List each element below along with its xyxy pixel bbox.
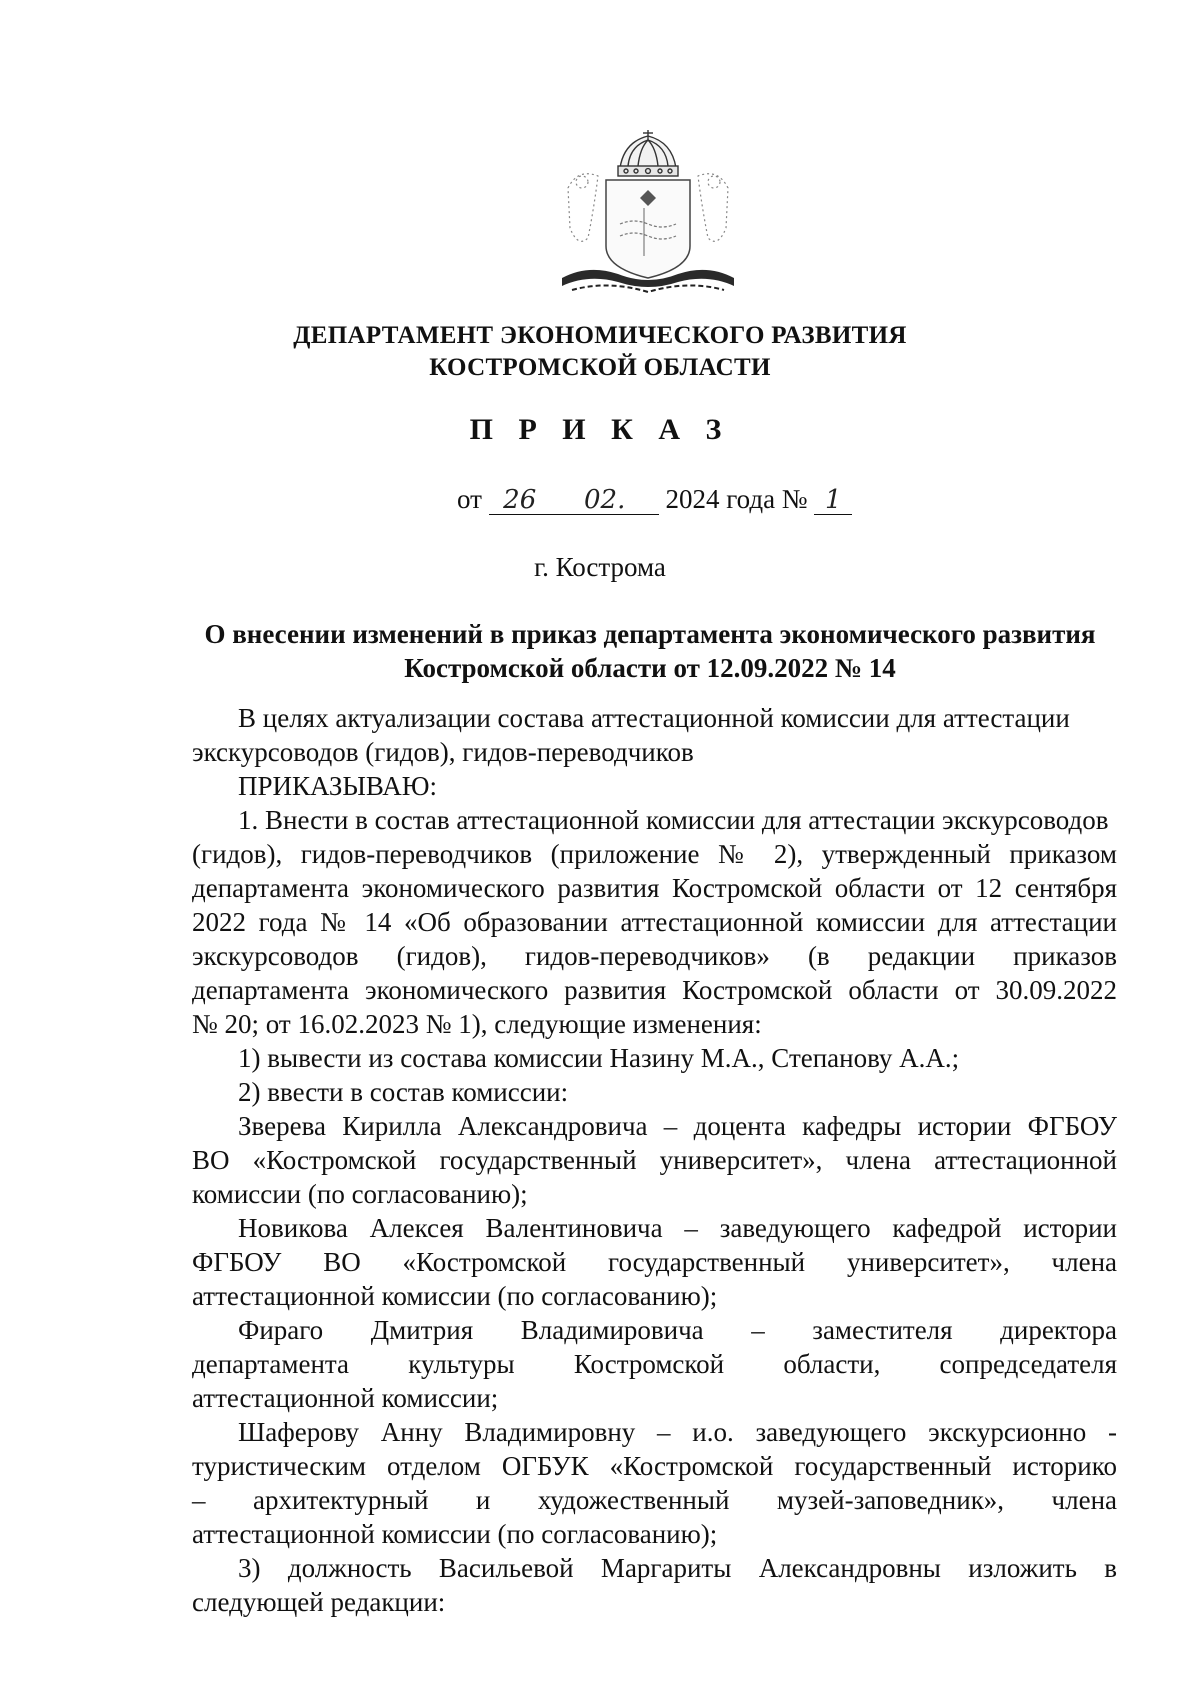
body-line: департамента культуры Костромской области, сопредседателя bbox=[192, 1349, 1117, 1379]
body-line: Шаферову Анну Владимировну – и.о. заведующего экскурсионно - bbox=[238, 1417, 1117, 1447]
body-line: (гидов), гидов-переводчиков (приложение № 2), утвержденный приказом bbox=[192, 839, 1117, 869]
body-line: 3) должность Васильевой Маргариты Александровны изложить в bbox=[238, 1553, 1117, 1583]
body-line: комиссии (по согласованию); bbox=[192, 1179, 528, 1209]
body-line: 1) вывести из состава комиссии Назину М.А., Степанову А.А.; bbox=[238, 1043, 960, 1073]
body-line: Фираго Дмитрия Владимировича – заместителя директора bbox=[238, 1315, 1117, 1345]
body-line: аттестационной комиссии; bbox=[192, 1383, 499, 1413]
body-line: 1. Внести в состав аттестационной комиссии для аттестации экскурсоводов bbox=[238, 805, 1109, 835]
department-name-line1: ДЕПАРТАМЕНТ ЭКОНОМИЧЕСКОГО РАЗВИТИЯ bbox=[293, 322, 907, 349]
department-name-line2: КОСТРОМСКОЙ ОБЛАСТИ bbox=[429, 354, 771, 381]
date-year-text: 2024 года № bbox=[665, 484, 808, 514]
body-line: 2022 года № 14 «Об образовании аттестационной комиссии для аттестации bbox=[192, 907, 1117, 937]
order-title: П Р И К А З bbox=[469, 413, 731, 446]
date-month-handwritten: 02. bbox=[551, 484, 659, 515]
date-prefix: от bbox=[457, 484, 482, 514]
body-line: департамента экономического развития Костромской области от 12 сентября bbox=[192, 873, 1117, 903]
body-line: следующей редакции: bbox=[192, 1587, 446, 1617]
body-line: аттестационной комиссии (по согласованию); bbox=[192, 1519, 718, 1549]
city-name: г. Кострома bbox=[534, 552, 666, 582]
body-line: Новикова Алексея Валентиновича – заведующего кафедрой истории bbox=[238, 1213, 1117, 1243]
date-day-handwritten: 26 bbox=[489, 484, 551, 515]
body-line: 2) ввести в состав комиссии: bbox=[238, 1077, 569, 1107]
body-line: экскурсоводов (гидов), гидов-переводчиков bbox=[192, 737, 694, 767]
body-line: ФГБОУ ВО «Костромской государственный университет», члена bbox=[192, 1247, 1117, 1277]
body-line: Зверева Кирилла Александровича – доцента кафедры истории ФГБОУ bbox=[238, 1111, 1117, 1141]
order-number-handwritten: 1 bbox=[814, 484, 852, 515]
body-line: департамента экономического развития Костромской области от 30.09.2022 bbox=[192, 975, 1117, 1005]
coat-of-arms-icon bbox=[548, 128, 748, 298]
body-line: аттестационной комиссии (по согласованию); bbox=[192, 1281, 718, 1311]
subject-line2: Костромской области от 12.09.2022 № 14 bbox=[404, 653, 896, 683]
body-line: экскурсоводов (гидов), гидов-переводчиков» (в редакции приказов bbox=[192, 941, 1117, 971]
body-line: В целях актуализации состава аттестационной комиссии для аттестации bbox=[238, 703, 1070, 733]
body-line: – архитектурный и художественный музей-заповедник», члена bbox=[192, 1485, 1117, 1515]
body-line: № 20; от 16.02.2023 № 1), следующие изменения: bbox=[192, 1009, 762, 1039]
order-command: ПРИКАЗЫВАЮ: bbox=[238, 771, 437, 801]
body-line: ВО «Костромской государственный университет», члена аттестационной bbox=[192, 1145, 1117, 1175]
subject-line1: О внесении изменений в приказ департамента экономического развития bbox=[204, 619, 1096, 649]
body-line: туристическим отделом ОГБУК «Костромской государственный историко bbox=[192, 1451, 1117, 1481]
order-date-line bbox=[457, 483, 852, 515]
